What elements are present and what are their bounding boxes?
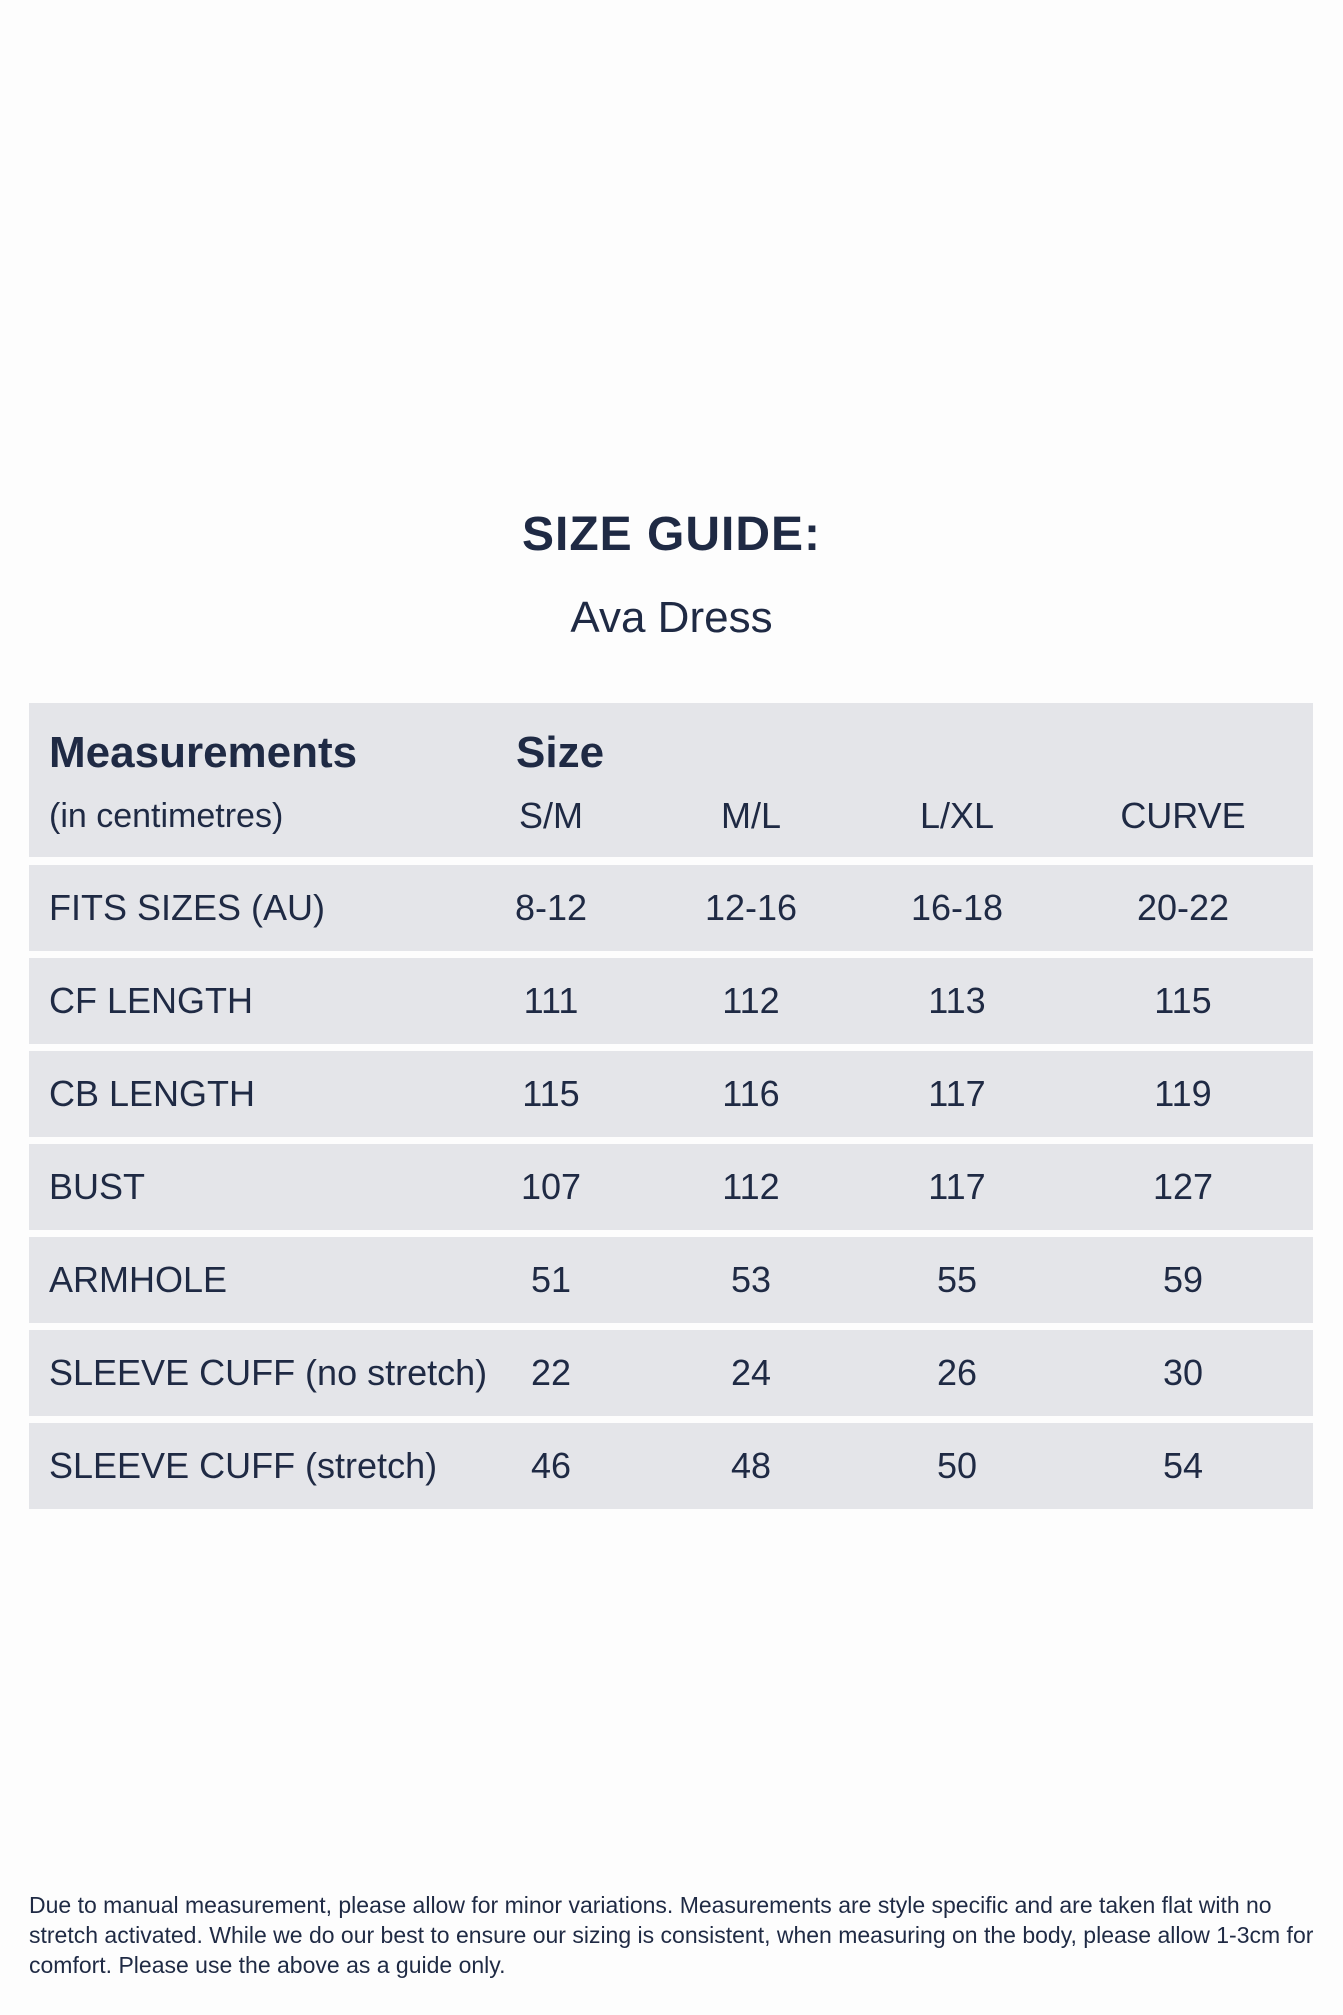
table-cell: 22 [530,1352,572,1393]
column-header-lxl: L/XL [919,795,995,836]
table-cell: 113 [928,980,986,1021]
table-cell: 107 [520,1166,582,1207]
row-label: CF LENGTH [49,980,254,1021]
table-cell: 115 [1154,980,1212,1021]
table-cell: 26 [936,1352,978,1393]
table-cell: 112 [722,980,780,1021]
table-cell: 115 [522,1073,580,1114]
table-cell: 24 [730,1352,772,1393]
row-label: CB LENGTH [49,1073,256,1114]
size-heading: Size [516,728,605,777]
table-cell: 119 [1154,1073,1212,1114]
table-row [29,865,1313,951]
table-cell: 51 [530,1259,572,1300]
table-row [29,1051,1313,1137]
table-cell: 46 [530,1445,572,1486]
column-header-ml: M/L [720,795,781,836]
column-header-sm: S/M [518,795,583,836]
table-cell: 20-22 [1136,887,1230,928]
table-cell: 117 [928,1073,986,1114]
table-cell: 50 [936,1445,978,1486]
table-cell: 127 [1152,1166,1214,1207]
table-cell: 8-12 [514,887,588,928]
table-cell: 16-18 [910,887,1004,928]
table-cell: 48 [730,1445,772,1486]
table-cell: 59 [1162,1259,1204,1300]
table-cell: 53 [730,1259,772,1300]
table-cell: 30 [1162,1352,1204,1393]
size-table [29,703,1313,1516]
row-label: BUST [49,1166,146,1207]
table-row [29,1330,1313,1416]
table-header [29,703,1313,857]
table-cell: 111 [523,980,579,1021]
row-label: SLEEVE CUFF (no stretch) [49,1352,488,1393]
table-cell: 117 [928,1166,986,1207]
measurements-heading: Measurements [49,728,358,777]
column-header-curve: CURVE [1120,795,1246,836]
table-cell: 112 [722,1166,780,1207]
table-row [29,1237,1313,1323]
page-title: SIZE GUIDE: [521,508,822,561]
table-cell: 116 [722,1073,780,1114]
disclaimer-note: Due to manual measurement, please allow for minor variations. Measurements are style specific and are taken flat with no stretch activated. While we do our best to ensure our sizing is consistent, when measuring on the body, please allow 1-3cm for comfort. Please use the above as a guide only. [29,1892,1314,1978]
row-label: SLEEVE CUFF (stretch) [49,1445,438,1486]
table-row [29,1423,1313,1509]
row-label: ARMHOLE [49,1259,228,1300]
table-cell: 54 [1162,1445,1204,1486]
table-row [29,1144,1313,1230]
table-row [29,958,1313,1044]
row-label: FITS SIZES (AU) [49,887,326,928]
table-cell: 55 [936,1259,978,1300]
units-label: (in centimetres) [49,797,284,835]
table-cell: 12-16 [704,887,798,928]
product-name: Ava Dress [570,593,773,642]
